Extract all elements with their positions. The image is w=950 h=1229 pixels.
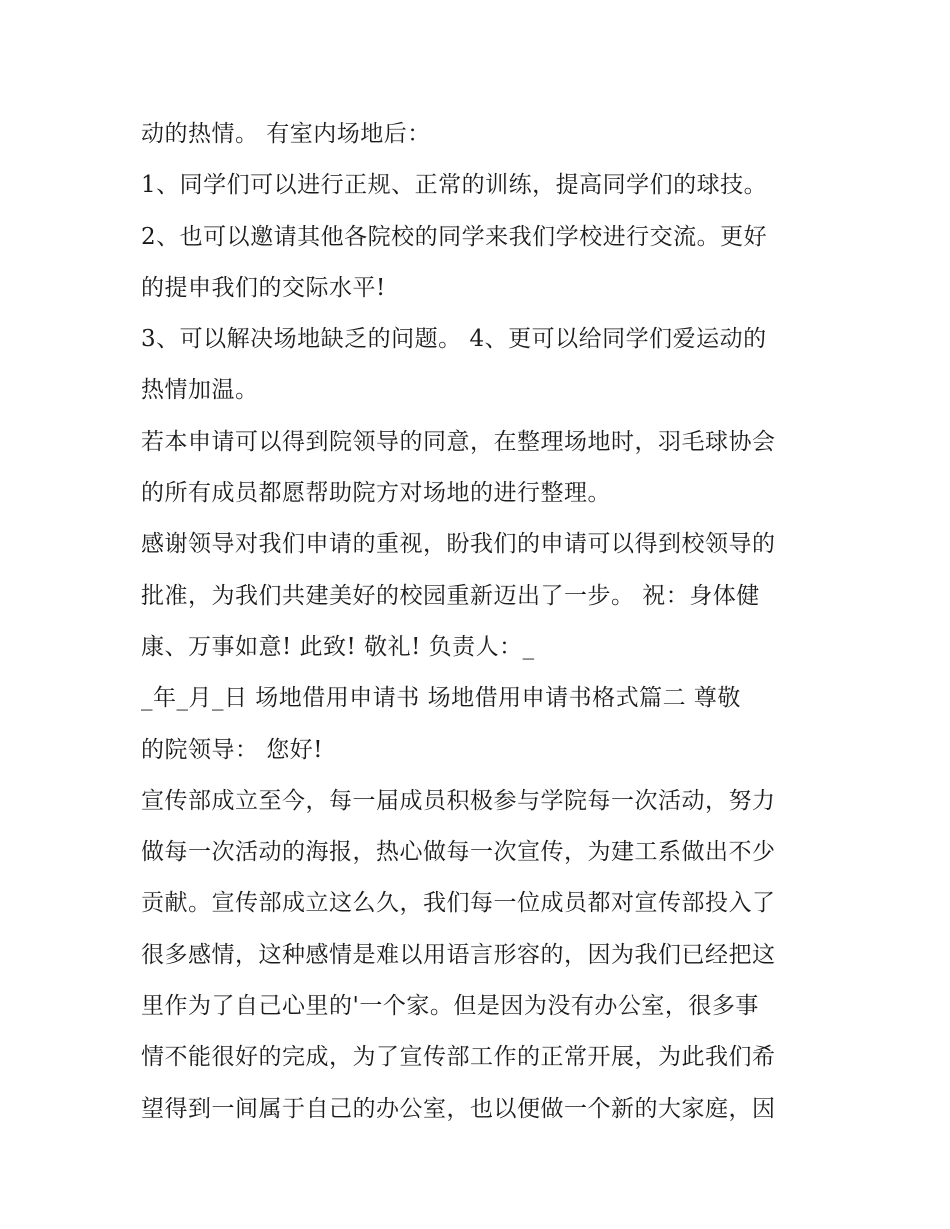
text-line: 的院领导： 您好! xyxy=(141,736,324,763)
text-line: 的提申我们的交际水平! xyxy=(141,274,386,301)
text-line: 很多感情，这种感情是难以用语言形容的，因为我们已经把这 xyxy=(141,941,776,968)
text-line: 的所有成员都愿帮助院方对场地的进行整理。 xyxy=(141,480,611,507)
text-line: 贡献。宣传部成立这么久，我们每一位成员都对宣传部投入了 xyxy=(141,890,776,917)
text-line: _年_月_日 场地借用申请书 场地借用申请书格式篇二 尊敬 xyxy=(141,685,741,712)
text-line: 批准，为我们共建美好的校园重新迈出了一步。 祝：身体健 xyxy=(141,582,760,609)
text-line: 康、万事如意! 此致! 敬礼! 负责人：_ xyxy=(141,633,535,660)
text-line: 望得到一间属于自己的办公室，也以便做一个新的大家庭，因 xyxy=(141,1095,776,1122)
text-line: 1、同学们可以进行正规、正常的训练，提高同学们的球技。 xyxy=(141,172,768,199)
text-line: 情不能很好的完成，为了宣传部工作的正常开展，为此我们希 xyxy=(141,1044,776,1071)
text-line: 3、可以解决场地缺乏的问题。 4、更可以给同学们爱运动的 xyxy=(141,326,767,353)
text-line: 若本申请可以得到院领导的同意，在整理场地时，羽毛球协会 xyxy=(141,428,776,455)
text-line: 感谢领导对我们申请的重视，盼我们的申请可以得到校领导的 xyxy=(141,531,776,558)
text-line: 热情加温。 xyxy=(141,377,259,404)
document-body xyxy=(141,109,821,1135)
text-line: 2、也可以邀请其他各院校的同学来我们学校进行交流。更好 xyxy=(141,223,768,250)
text-line: 做每一次活动的海报，热心做每一次宣传，为建工系做出不少 xyxy=(141,839,776,866)
text-line: 动的热情。 有室内场地后： xyxy=(141,121,431,147)
text-line: 宣传部成立至今，每一届成员积极参与学院每一次活动，努力 xyxy=(141,787,776,814)
text-line: 里作为了自己心里的'一个家。但是因为没有办公室，很多事 xyxy=(141,993,759,1020)
